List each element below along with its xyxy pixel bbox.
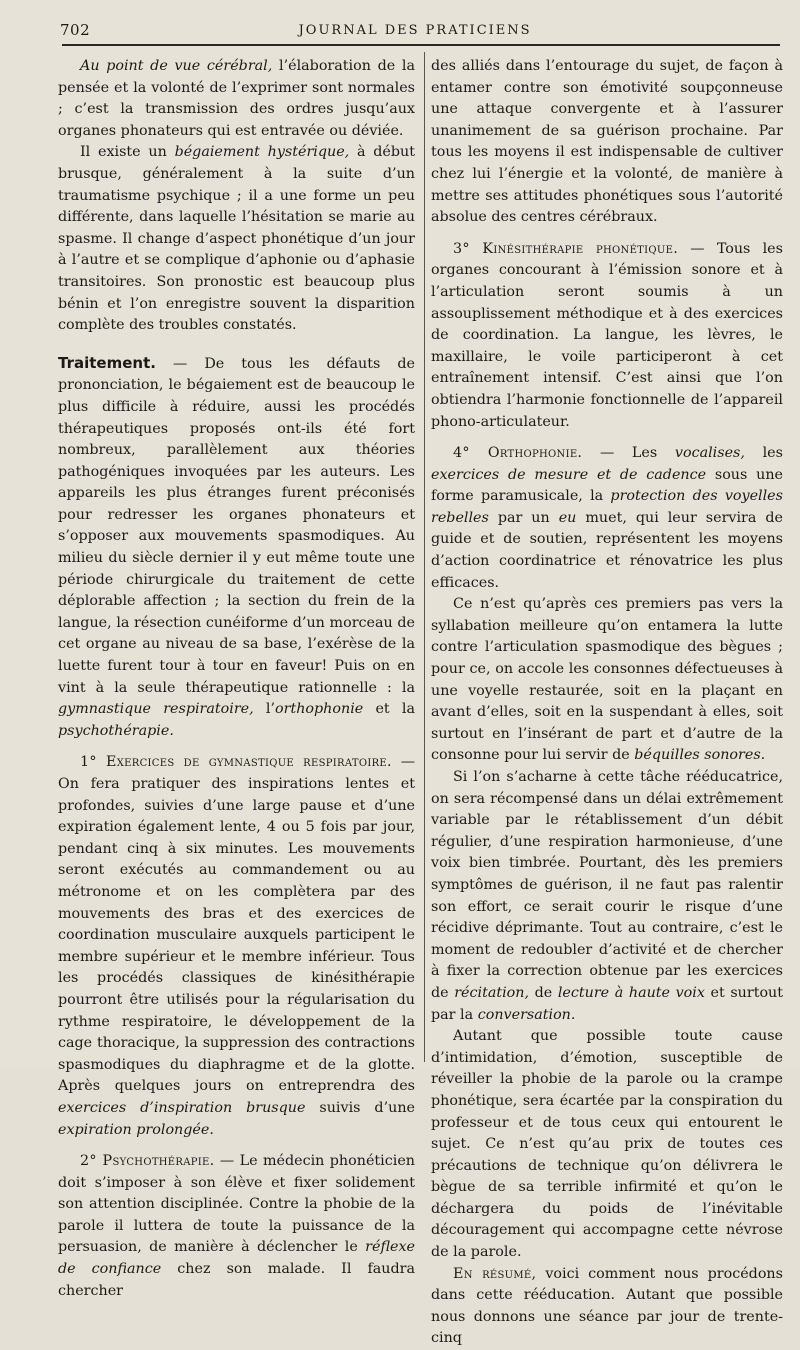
text: par un bbox=[488, 509, 559, 526]
emphasis: bégaiement hystérique, bbox=[174, 144, 350, 161]
text: voici comment nous procédons dans cette rééducation. Autant que possible nous donnons une séance par jour de trente-cinq bbox=[431, 1265, 783, 1347]
text: chez son malade. Il faudra chercher bbox=[58, 1261, 415, 1299]
text: — De tous les défauts de prononciation, le bégaiement est de beaucoup le plus difficile à réduire, aussi les procédés thérapeutiques proposés ont-ils été fort nombreux, parallèlement aux théories pathogéniques invoquées par les auteurs. Les appareils les plus étranges furent préconisés pour redresser les organes phonateurs et s’opposer aux mouvements spasmodiques. Au milieu du siècle dernier il y eut même toute une période chirurgicale du traitement de cette déplorable affection ; la section du frein de la langue, la résection cunéiforme d’un morceau de cet organe au niveau de sa base, l’exérèse de la luette furent tour à tour en faveur! Puis on en vint à la seule thérapeutique rationnelle : la bbox=[58, 355, 415, 696]
emphasis: vocalises, bbox=[674, 445, 745, 462]
text: de bbox=[529, 984, 558, 1001]
emphasis: exercices d’inspiration brusque bbox=[58, 1099, 306, 1116]
emphasis: réflexe de confiance bbox=[58, 1239, 415, 1278]
paragraph-hysterique bbox=[58, 142, 415, 336]
text: Il existe un bbox=[80, 144, 175, 161]
subsection-label: 1° Exercices de gymnastique respiratoire. bbox=[80, 754, 392, 771]
left-column bbox=[58, 56, 415, 1299]
subsection-label: 3° Kinésithérapie phonétique. bbox=[453, 240, 679, 257]
paragraph-psychotherapie bbox=[58, 1151, 415, 1302]
text: — On fera pratiquer des inspirations lentes et profondes, suivies d’une large pause et d’une expiration également lente, 4 ou 5 fois par jour, pendant cinq à six minutes. Les mouvements seront exécutés au commandement ou au métronome et on les complètera par des mouvements des bras et des exercices de coordination musculaire auxquels participent le membre supérieur et le membre inférieur. Tous les procédés classiques de kinésithérapie pourront être utilisés pour la régularisation du rythme respiratoire, le développement de la cage thoracique, la suppression des contractions spasmodiques du diaphragme et de la glotte. Après quelques jours on entreprendra des bbox=[58, 754, 415, 1095]
text: l’élaboration de la pensée et la volonté de l’exprimer sont normales ; c’est la transmission des ordres jusqu’aux organes phonateurs qui est entravée ou déviée. bbox=[58, 58, 415, 139]
emphasis: protection des voyelles rebelles bbox=[431, 488, 783, 526]
paragraph-cerebral bbox=[58, 56, 415, 142]
emphasis: lecture à haute voix bbox=[557, 984, 705, 1001]
paragraph-traitement bbox=[58, 353, 415, 743]
text: l’ bbox=[253, 701, 276, 718]
text: — Les bbox=[582, 445, 675, 462]
paragraph-reeducation bbox=[431, 767, 783, 1026]
text: les bbox=[744, 445, 783, 462]
text: suivis d’une bbox=[305, 1099, 415, 1116]
section-heading: Traitement. bbox=[58, 353, 156, 372]
emphasis: expiration prolongée. bbox=[58, 1121, 214, 1138]
paragraph-syllabation bbox=[431, 594, 783, 767]
subsection-label: 2° Psychothérapie. bbox=[80, 1153, 215, 1170]
emphasis: récitation, bbox=[454, 984, 530, 1001]
text: à début brusque, généralement à la suite d’un traumatisme psychique ; il a une forme un peu différente, dans laquelle l’hésitation se marie au spasme. Il change d’aspect phonétique d’un jour à l’autre et se complique d’aphonie ou d’aphasie transitoires. Son pronostic est beaucoup plus bénin et l’on enregistre souvent la disparition complète des troubles constatés. bbox=[58, 144, 415, 334]
subsection-label: 4° Orthophonie. bbox=[453, 445, 583, 462]
emphasis: conversation. bbox=[477, 1006, 576, 1023]
emphasis: exercices de mesure et de cadence bbox=[431, 466, 707, 483]
text: Ce n’est qu’après ces premiers pas vers la syllabation meilleure qu’on entamera la lutte contre l’articulation spasmodique des bègues ; pour ce, on accole les consonnes défectueuses à une voyelle restaurée, soit en la plaçant en avant d’elles, soit en la suspendant à elles, soit surtout en l’insérant de part et d’autre de la consonne pour lui servir de bbox=[431, 596, 783, 764]
column-divider bbox=[424, 52, 425, 1062]
emphasis: eu bbox=[558, 509, 577, 526]
emphasis: orthophonie bbox=[275, 701, 364, 718]
paragraph-kinesitherapie bbox=[431, 239, 783, 433]
paragraph-orthophonie bbox=[431, 443, 783, 594]
text: Si l’on s’acharne à cette tâche rééducatrice, on sera récompensé dans un délai extrêmement variable par le rétablissement d’un débit régulier, d’une respiration harmonieuse, d’une voix bien timbrée. Pourtant, dès les premiers symptômes de guérison, il ne faut pas ralentir son effort, ce serait courir le risque d’une récidive déprimante. Tout au contraire, c’est le moment de redoubler d’activité et de chercher à fixer la correction obtenue par les exercices de bbox=[431, 769, 783, 1001]
paragraph-intimidation: Autant que possible toute cause d’intimidation, d’émotion, susceptible de réveiller la phobie de la parole ou la crampe phonétique, sera écartée par la conspiration du professeur et de tous ceux qui entourent le sujet. Ce n’est qu’au prix de toutes ces précautions de technique qu’on délivrera le bègue de sa terrible infirmité et qu’on le déchargera du poids de l’inévitable découragement qui accompagne cette névrose de la parole. bbox=[431, 1028, 783, 1261]
paragraph-exercices bbox=[58, 752, 415, 1141]
subsection-label: En résumé, bbox=[453, 1265, 537, 1282]
emphasis: psychothérapie. bbox=[58, 722, 174, 739]
journal-title: JOURNAL DES PRATICIENS bbox=[298, 22, 532, 38]
right-column bbox=[431, 56, 784, 1347]
text: — Le médecin phonéticien doit s’imposer à son élève et fixer solidement son attention disciplinée. Contre la phobie de la parole il luttera de toute la puissance de la persuasion, de manière à déclencher le bbox=[58, 1153, 415, 1256]
page-header bbox=[60, 18, 780, 42]
emphasis: béquilles sonores. bbox=[634, 747, 766, 764]
emphasis: gymnastique respiratoire, bbox=[58, 701, 254, 718]
text: sous une forme paramusicale, la bbox=[431, 466, 783, 505]
paragraph-resume bbox=[431, 1264, 783, 1350]
page-number: 702 bbox=[60, 21, 91, 39]
emphasis: Au point de vue cérébral, bbox=[80, 58, 273, 74]
text: — Tous les organes concourant à l’émission sonore et à l’articulation seront soumis à un assouplissement méthodique et à des exercices de coordination. La langue, les lèvres, le maxillaire, le voile participeront à cet entraînement intensif. C’est ainsi que l’on obtiendra l’harmonie fonctionnelle de l’appareil phono-articulateur. bbox=[431, 240, 783, 430]
text: muet, qui leur servira de guide et de soutien, représentent les moyens d’action coordinatrice et rénovatrice les plus efficaces. bbox=[431, 509, 784, 591]
header-rule bbox=[62, 44, 780, 46]
text: et la bbox=[363, 701, 415, 718]
paragraph-continued: des alliés dans l’entourage du sujet, de façon à entamer contre son émotivité soupçonneuse une attaque convergente et à l’assurer unanimement de sa guérison prochaine. Par tous les moyens il est indispensable de cultiver chez lui l’énergie et la volonté, de manière à mettre ses attitudes phonétiques sous l’autorité absolue des centres cérébraux. bbox=[431, 58, 783, 226]
text: et surtout par la bbox=[431, 984, 783, 1023]
